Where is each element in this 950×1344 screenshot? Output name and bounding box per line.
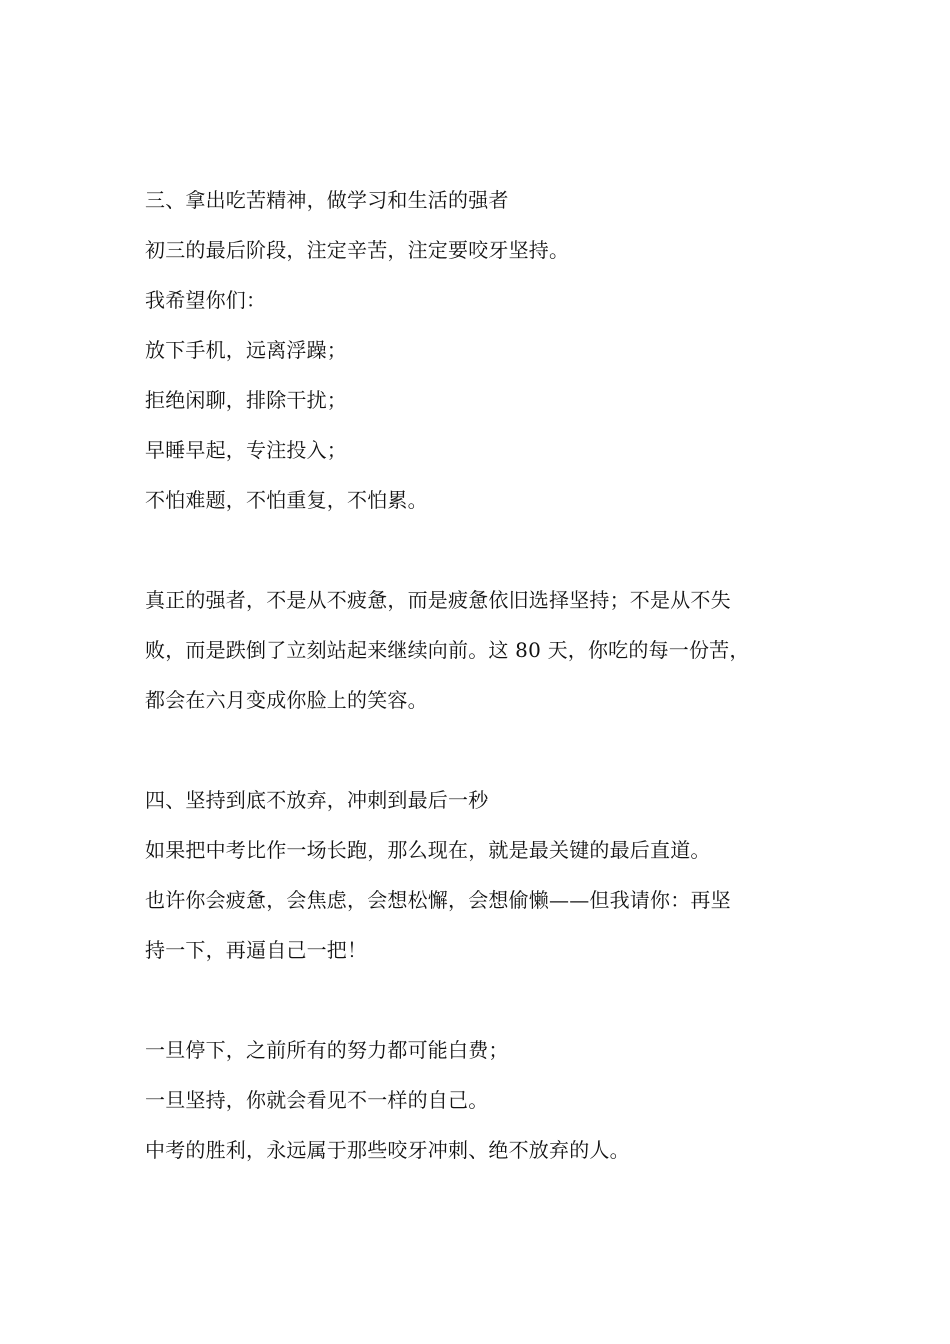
paragraph-line: 一旦坚持，你就会看见不一样的自己。 <box>145 1088 489 1112</box>
list-line: 早睡早起，专注投入； <box>145 438 347 462</box>
paragraph-line: 败，而是跌倒了立刻站起来继续向前。这 80 天，你吃的每一份苦， <box>145 638 750 662</box>
list-line: 放下手机，远离浮躁； <box>145 338 347 362</box>
list-line: 不怕难题，不怕重复，不怕累。 <box>145 488 428 512</box>
paragraph-line: 都会在六月变成你脸上的笑容。 <box>145 688 428 712</box>
paragraph-line: 也许你会疲惫，会焦虑，会想松懈，会想偷懒——但我请你：再坚 <box>145 888 731 912</box>
paragraph-line: 持一下，再逼自己一把！ <box>145 938 368 962</box>
section-three-heading: 三、拿出吃苦精神，做学习和生活的强者 <box>145 188 509 212</box>
section-four-heading: 四、坚持到底不放弃，冲刺到最后一秒 <box>145 788 489 812</box>
paragraph-line: 如果把中考比作一场长跑，那么现在，就是最关键的最后直道。 <box>145 838 711 862</box>
list-line: 拒绝闲聊，排除干扰； <box>145 388 347 412</box>
paragraph-line: 真正的强者，不是从不疲惫，而是疲惫依旧选择坚持；不是从不失 <box>145 588 731 612</box>
paragraph-line: 一旦停下，之前所有的努力都可能白费； <box>145 1038 509 1062</box>
paragraph-line: 我希望你们： <box>145 288 267 312</box>
paragraph-line: 初三的最后阶段，注定辛苦，注定要咬牙坚持。 <box>145 238 570 262</box>
paragraph-line: 中考的胜利，永远属于那些咬牙冲刺、绝不放弃的人。 <box>145 1138 630 1162</box>
